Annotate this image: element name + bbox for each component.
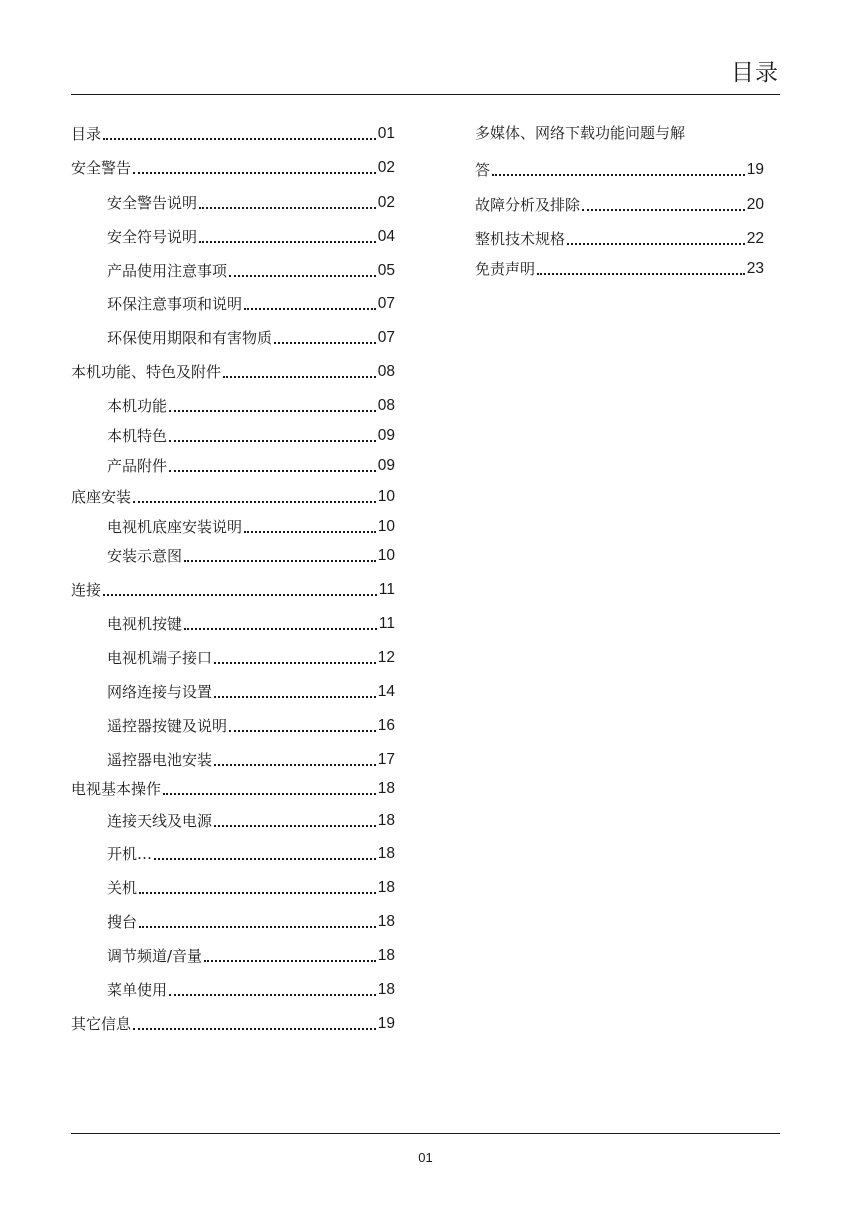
footer-rule bbox=[71, 1133, 780, 1134]
toc-entry-accessories[interactable] bbox=[71, 454, 395, 476]
toc-entry-multimedia-faq[interactable] bbox=[475, 158, 764, 180]
toc-entry-label: 故障分析及排除 bbox=[475, 196, 581, 214]
toc-entry-page: 10 bbox=[377, 547, 395, 564]
toc-entry-label-line1[interactable]: 多媒体、网络下载功能问题与解 bbox=[475, 124, 686, 142]
leader-dots bbox=[169, 410, 376, 412]
toc-entry-tv-ports[interactable] bbox=[71, 646, 395, 668]
toc-entry-label: 连接 bbox=[71, 581, 102, 599]
leader-dots bbox=[229, 730, 376, 732]
toc-entry-label: 遥控器按键及说明 bbox=[107, 717, 228, 735]
leader-dots bbox=[223, 376, 376, 378]
toc-entry-label: 电视机端子接口 bbox=[107, 649, 213, 667]
leader-dots bbox=[582, 209, 745, 211]
toc-entry-label: 遥控器电池安装 bbox=[107, 751, 213, 769]
leader-dots bbox=[492, 174, 745, 176]
toc-entry-label: 连接天线及电源 bbox=[107, 812, 213, 830]
toc-entry-page: 09 bbox=[377, 457, 395, 474]
toc-entry-page: 18 bbox=[377, 812, 395, 829]
leader-dots bbox=[244, 308, 376, 310]
leader-dots bbox=[169, 440, 376, 442]
toc-entry-stand-install-notes[interactable] bbox=[71, 515, 395, 537]
toc-entry-label: 本机特色 bbox=[107, 427, 168, 445]
toc-entry-label: 本机功能、特色及附件 bbox=[71, 363, 222, 381]
toc-entry-basic-operation[interactable] bbox=[71, 777, 395, 799]
toc-entry-page: 22 bbox=[746, 230, 764, 247]
toc-entry-page: 18 bbox=[377, 981, 395, 998]
leader-dots bbox=[169, 994, 376, 996]
leader-dots bbox=[204, 960, 376, 962]
toc-entry-page: 02 bbox=[377, 159, 395, 176]
leader-dots bbox=[199, 207, 376, 209]
toc-entry-label: 搜台 bbox=[107, 913, 138, 931]
toc-entry-install-diagram[interactable] bbox=[71, 544, 395, 566]
toc-entry-page: 18 bbox=[377, 845, 395, 862]
toc-entry-connection[interactable] bbox=[71, 578, 395, 600]
toc-entry-label: 网络连接与设置 bbox=[107, 683, 213, 701]
toc-entry-label: 电视机底座安装说明 bbox=[107, 518, 243, 536]
leader-dots bbox=[133, 1028, 376, 1030]
toc-entry-page: 14 bbox=[377, 683, 395, 700]
toc-entry-network-setup[interactable] bbox=[71, 680, 395, 702]
toc-entry-label: 免责声明 bbox=[475, 260, 536, 278]
leader-dots bbox=[163, 793, 376, 795]
toc-entry-page: 11 bbox=[378, 615, 395, 632]
toc-entry-label: 电视机按键 bbox=[107, 615, 183, 633]
toc-entry-label: 电视基本操作 bbox=[71, 780, 162, 798]
toc-entry-label: 产品使用注意事项 bbox=[107, 262, 228, 280]
toc-entry-eco-hazardous[interactable] bbox=[71, 326, 395, 348]
toc-entry-page: 02 bbox=[377, 194, 395, 211]
toc-entry-page: 07 bbox=[377, 329, 395, 346]
toc-entry-label-line2: 答 bbox=[475, 161, 491, 179]
leader-dots bbox=[567, 243, 745, 245]
toc-entry-label: 目录 bbox=[71, 125, 102, 143]
toc-entry-page: 23 bbox=[746, 260, 764, 277]
toc-entry-label: 关机 bbox=[107, 879, 138, 897]
leader-dots bbox=[214, 696, 376, 698]
leader-dots bbox=[537, 273, 745, 275]
toc-entry-safety-warning-notes[interactable] bbox=[71, 191, 395, 213]
toc-entry-channel-volume[interactable] bbox=[71, 944, 395, 966]
leader-dots bbox=[214, 662, 376, 664]
leader-dots bbox=[139, 926, 376, 928]
toc-entry-specifications[interactable] bbox=[475, 227, 764, 249]
toc-entry-label: 其它信息 bbox=[71, 1015, 132, 1033]
toc-entry-label: 本机功能 bbox=[107, 397, 168, 415]
toc-entry-usage-precautions[interactable] bbox=[71, 259, 395, 281]
toc-entry-channel-search[interactable] bbox=[71, 910, 395, 932]
toc-entry-label: 环保使用期限和有害物质 bbox=[107, 329, 273, 347]
toc-entry-power-off[interactable] bbox=[71, 876, 395, 898]
toc-entry-page: 19 bbox=[746, 161, 764, 178]
toc-entry-antenna-power[interactable] bbox=[71, 809, 395, 831]
leader-dots bbox=[244, 531, 376, 533]
toc-entry-disclaimer[interactable] bbox=[475, 257, 764, 279]
leader-dots bbox=[103, 138, 376, 140]
page-number: 01 bbox=[418, 1150, 433, 1165]
toc-entry-remote-battery[interactable] bbox=[71, 748, 395, 770]
toc-entry-label: 安装示意图 bbox=[107, 547, 183, 565]
toc-entry-eco-notes[interactable] bbox=[71, 292, 395, 314]
toc-entry-label: 开机… bbox=[107, 845, 153, 863]
leader-dots bbox=[169, 470, 376, 472]
leader-dots bbox=[214, 764, 376, 766]
toc-entry-page: 12 bbox=[377, 649, 395, 666]
toc-entry-page: 08 bbox=[377, 363, 395, 380]
leader-dots bbox=[184, 628, 377, 630]
toc-entry-stand-install[interactable] bbox=[71, 485, 395, 507]
toc-entry-label: 安全警告 bbox=[71, 159, 132, 177]
toc-entry-label: 安全警告说明 bbox=[107, 194, 198, 212]
toc-entry-page: 10 bbox=[377, 518, 395, 535]
toc-entry-safety-symbols[interactable] bbox=[71, 225, 395, 247]
toc-entry-label: 调节频道/音量 bbox=[107, 947, 203, 965]
toc-entry-contents[interactable] bbox=[71, 122, 395, 144]
leader-dots bbox=[103, 594, 377, 596]
toc-entry-tv-buttons[interactable] bbox=[71, 612, 395, 634]
toc-entry-page: 16 bbox=[377, 717, 395, 734]
toc-entry-troubleshooting[interactable] bbox=[475, 193, 764, 215]
toc-entry-other-info[interactable] bbox=[71, 1012, 395, 1034]
toc-entry-page: 20 bbox=[746, 196, 764, 213]
toc-entry-menu-usage[interactable] bbox=[71, 978, 395, 1000]
toc-entry-label: 安全符号说明 bbox=[107, 228, 198, 246]
toc-entry-label: 底座安装 bbox=[71, 488, 132, 506]
toc-entry-page: 05 bbox=[377, 262, 395, 279]
leader-dots bbox=[199, 241, 376, 243]
toc-entry-page: 17 bbox=[377, 751, 395, 768]
leader-dots bbox=[184, 560, 376, 562]
toc-entry-power-on[interactable] bbox=[71, 842, 395, 864]
toc-entry-page: 09 bbox=[377, 427, 395, 444]
toc-entry-page: 18 bbox=[377, 879, 395, 896]
toc-entry-page: 18 bbox=[377, 947, 395, 964]
leader-dots bbox=[139, 892, 376, 894]
header-rule bbox=[71, 94, 780, 95]
toc-entry-page: 18 bbox=[377, 913, 395, 930]
leader-dots bbox=[274, 342, 376, 344]
toc-entry-features-accessories[interactable] bbox=[71, 360, 395, 382]
leader-dots bbox=[154, 858, 376, 860]
toc-entry-page: 11 bbox=[378, 581, 395, 598]
leader-dots bbox=[133, 172, 376, 174]
leader-dots bbox=[229, 275, 376, 277]
toc-entry-functions[interactable] bbox=[71, 394, 395, 416]
toc-entry-page: 19 bbox=[377, 1015, 395, 1032]
toc-entry-features[interactable] bbox=[71, 424, 395, 446]
toc-entry-page: 10 bbox=[377, 488, 395, 505]
toc-entry-page: 18 bbox=[377, 780, 395, 797]
toc-entry-page: 01 bbox=[377, 125, 395, 142]
toc-entry-label: 环保注意事项和说明 bbox=[107, 295, 243, 313]
toc-entry-safety-warning[interactable] bbox=[71, 156, 395, 178]
toc-entry-label: 整机技术规格 bbox=[475, 230, 566, 248]
leader-dots bbox=[133, 501, 376, 503]
toc-entry-page: 07 bbox=[377, 295, 395, 312]
toc-entry-label: 产品附件 bbox=[107, 457, 168, 475]
toc-entry-label: 菜单使用 bbox=[107, 981, 168, 999]
toc-entry-page: 04 bbox=[377, 228, 395, 245]
toc-entry-page: 08 bbox=[377, 397, 395, 414]
leader-dots bbox=[214, 825, 376, 827]
page-header-title: 目录 bbox=[731, 60, 779, 86]
toc-entry-remote-buttons[interactable] bbox=[71, 714, 395, 736]
